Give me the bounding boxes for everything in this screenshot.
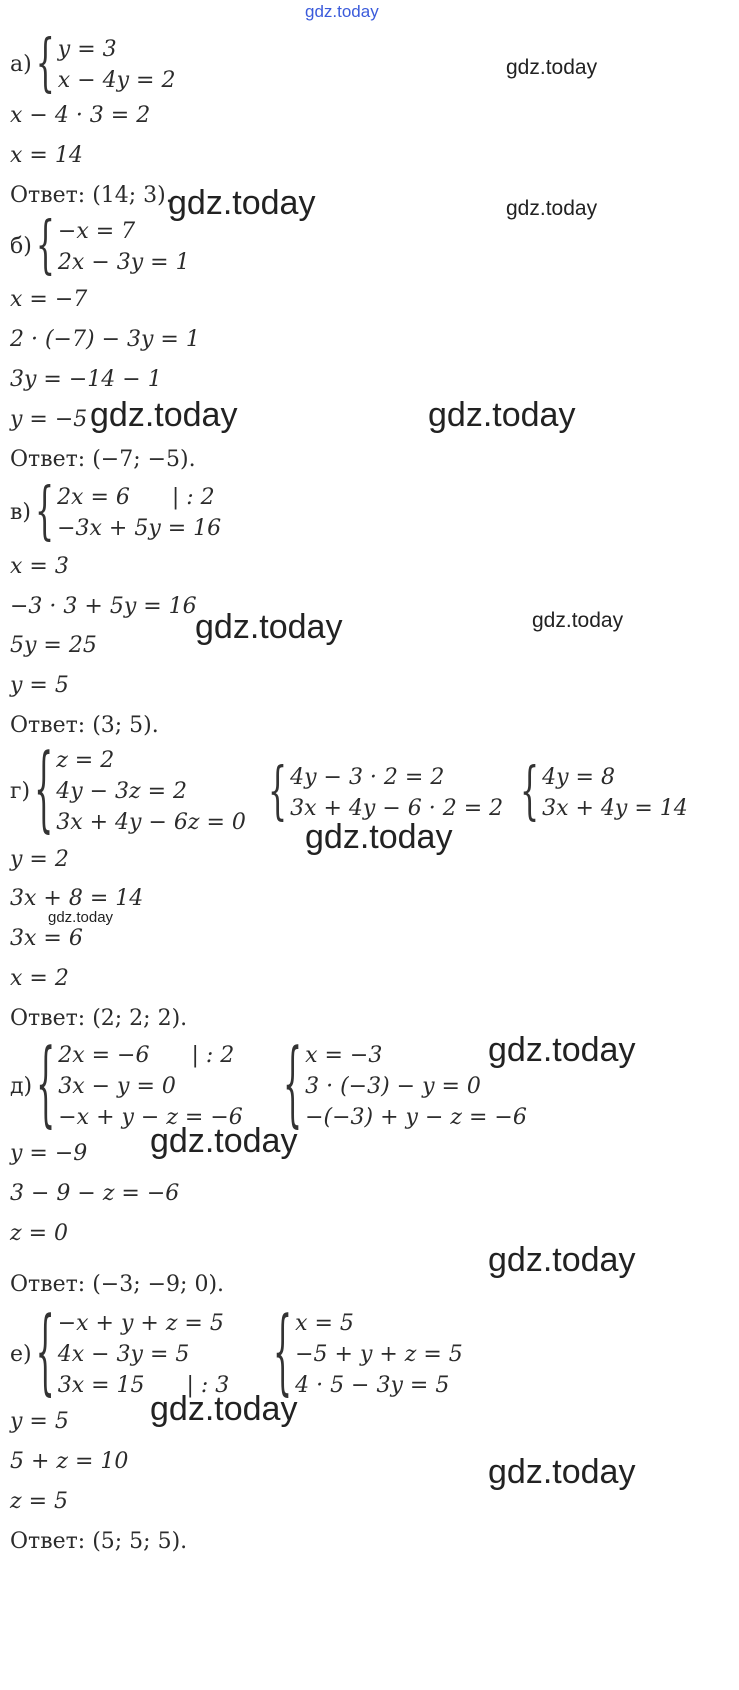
step-b-2: 2 · (−7) − 3y = 1 (10, 327, 200, 352)
watermark: gdz.today (48, 909, 114, 926)
brace: { (268, 755, 288, 829)
step-g-3: 3x = 6 (10, 926, 83, 951)
system-g-row-3: 3x + 4y − 6z = 0 (56, 810, 246, 835)
brace: { (36, 1030, 56, 1140)
system-e2-row-2: −5 + y + z = 5 (295, 1342, 463, 1367)
system-v-row-1: 2x = 6 | : 2 (57, 485, 215, 510)
answer-d: Ответ: (−3; −9; 0). (10, 1272, 225, 1297)
system-d-row-3: −x + y − z = −6 (58, 1105, 243, 1130)
step-e-2: 5 + z = 10 (10, 1449, 129, 1474)
watermark: gdz.today (195, 608, 343, 646)
system-e-row-3: 3x = 15 | : 3 (57, 1373, 230, 1398)
brace: { (35, 27, 55, 101)
step-v-3: 5y = 25 (10, 633, 97, 658)
system-g-3 (520, 755, 688, 829)
answer-b: Ответ: (−7; −5). (10, 447, 196, 472)
label-g: г) (10, 778, 31, 804)
brace: { (273, 1298, 293, 1408)
answer-v: Ответ: (3; 5). (10, 713, 159, 738)
watermark: gdz.today (168, 184, 316, 222)
label-v: в) (10, 500, 31, 525)
system-d-row-1: 2x = −6 | : 2 (58, 1043, 235, 1068)
watermark: gdz.today (150, 1390, 298, 1428)
system-v-row-2: −3x + 5y = 16 (57, 516, 222, 541)
system-e-row-2: 4x − 3y = 5 (57, 1342, 190, 1367)
system-a-row-1: y = 3 (57, 37, 117, 62)
step-e-1: y = 5 (10, 1409, 69, 1434)
system-g-2 (268, 755, 504, 829)
system-g2-row-1: 4y − 3 · 2 = 2 (290, 765, 445, 790)
system-b-row-1: −x = 7 (57, 219, 136, 244)
system-g3-row-2: 3x + 4y = 14 (542, 796, 688, 821)
answer-g: Ответ: (2; 2; 2). (10, 1006, 188, 1031)
system-g (10, 735, 246, 845)
watermark: gdz.today (90, 396, 238, 434)
system-d2-row-3: −(−3) + y − z = −6 (305, 1105, 527, 1130)
brace: { (35, 209, 55, 283)
step-v-1: x = 3 (10, 554, 69, 579)
watermark: gdz.today (488, 1241, 636, 1279)
system-e-2 (273, 1298, 463, 1408)
step-b-4: y = −5 (10, 407, 88, 432)
top-watermark: gdz.today (305, 2, 379, 21)
step-g-4: x = 2 (10, 966, 69, 991)
watermark: gdz.today (532, 609, 624, 632)
system-a (10, 27, 176, 101)
step-g-1: y = 2 (10, 847, 69, 872)
system-d (10, 1030, 243, 1140)
system-a-row-2: x − 4y = 2 (57, 68, 176, 93)
watermark: gdz.today (488, 1453, 636, 1491)
watermark: gdz.today (506, 197, 598, 220)
brace: { (34, 475, 55, 549)
step-g-2: 3x + 8 = 14 (10, 886, 144, 911)
system-b (10, 209, 190, 283)
system-g-row-2: 4y − 3z = 2 (56, 779, 188, 804)
step-v-4: y = 5 (10, 673, 69, 698)
watermark: gdz.today (305, 818, 453, 856)
step-d-3: z = 0 (10, 1221, 69, 1246)
brace: { (520, 755, 540, 829)
system-g3-row-1: 4y = 8 (542, 765, 615, 790)
label-b: б) (10, 234, 32, 259)
answer-a: Ответ: (14; 3). (10, 183, 173, 208)
brace: { (34, 735, 54, 845)
system-e2-row-1: x = 5 (295, 1311, 354, 1336)
step-a-2: x = 14 (10, 143, 83, 168)
system-g2-row-2: 3x + 4y − 6 · 2 = 2 (290, 796, 504, 821)
system-b-row-2: 2x − 3y = 1 (57, 250, 190, 275)
system-d2-row-1: x = −3 (305, 1043, 383, 1068)
watermark: gdz.today (428, 396, 576, 434)
watermark: gdz.today (488, 1031, 636, 1069)
system-d-row-2: 3x − y = 0 (58, 1074, 176, 1099)
step-v-2: −3 · 3 + 5y = 16 (10, 594, 197, 619)
system-e (10, 1298, 230, 1408)
step-b-3: 3y = −14 − 1 (10, 367, 162, 392)
answer-e: Ответ: (5; 5; 5). (10, 1529, 188, 1554)
label-a: а) (10, 52, 32, 77)
label-d: д) (10, 1073, 33, 1099)
system-e-row-1: −x + y + z = 5 (57, 1311, 224, 1336)
brace: { (35, 1298, 55, 1408)
step-b-1: x = −7 (10, 287, 88, 312)
step-e-3: z = 5 (10, 1489, 69, 1514)
step-d-1: y = −9 (10, 1141, 88, 1166)
brace: { (283, 1030, 303, 1140)
system-v (10, 475, 222, 549)
system-e2-row-3: 4 · 5 − 3y = 5 (295, 1373, 450, 1398)
label-e: е) (10, 1341, 32, 1367)
step-a-1: x − 4 · 3 = 2 (10, 103, 151, 128)
watermark: gdz.today (150, 1122, 298, 1160)
system-d2-row-2: 3 · (−3) − y = 0 (305, 1074, 481, 1099)
watermark: gdz.today (506, 56, 598, 79)
step-d-2: 3 − 9 − z = −6 (10, 1181, 180, 1206)
system-g-row-1: z = 2 (56, 748, 115, 773)
